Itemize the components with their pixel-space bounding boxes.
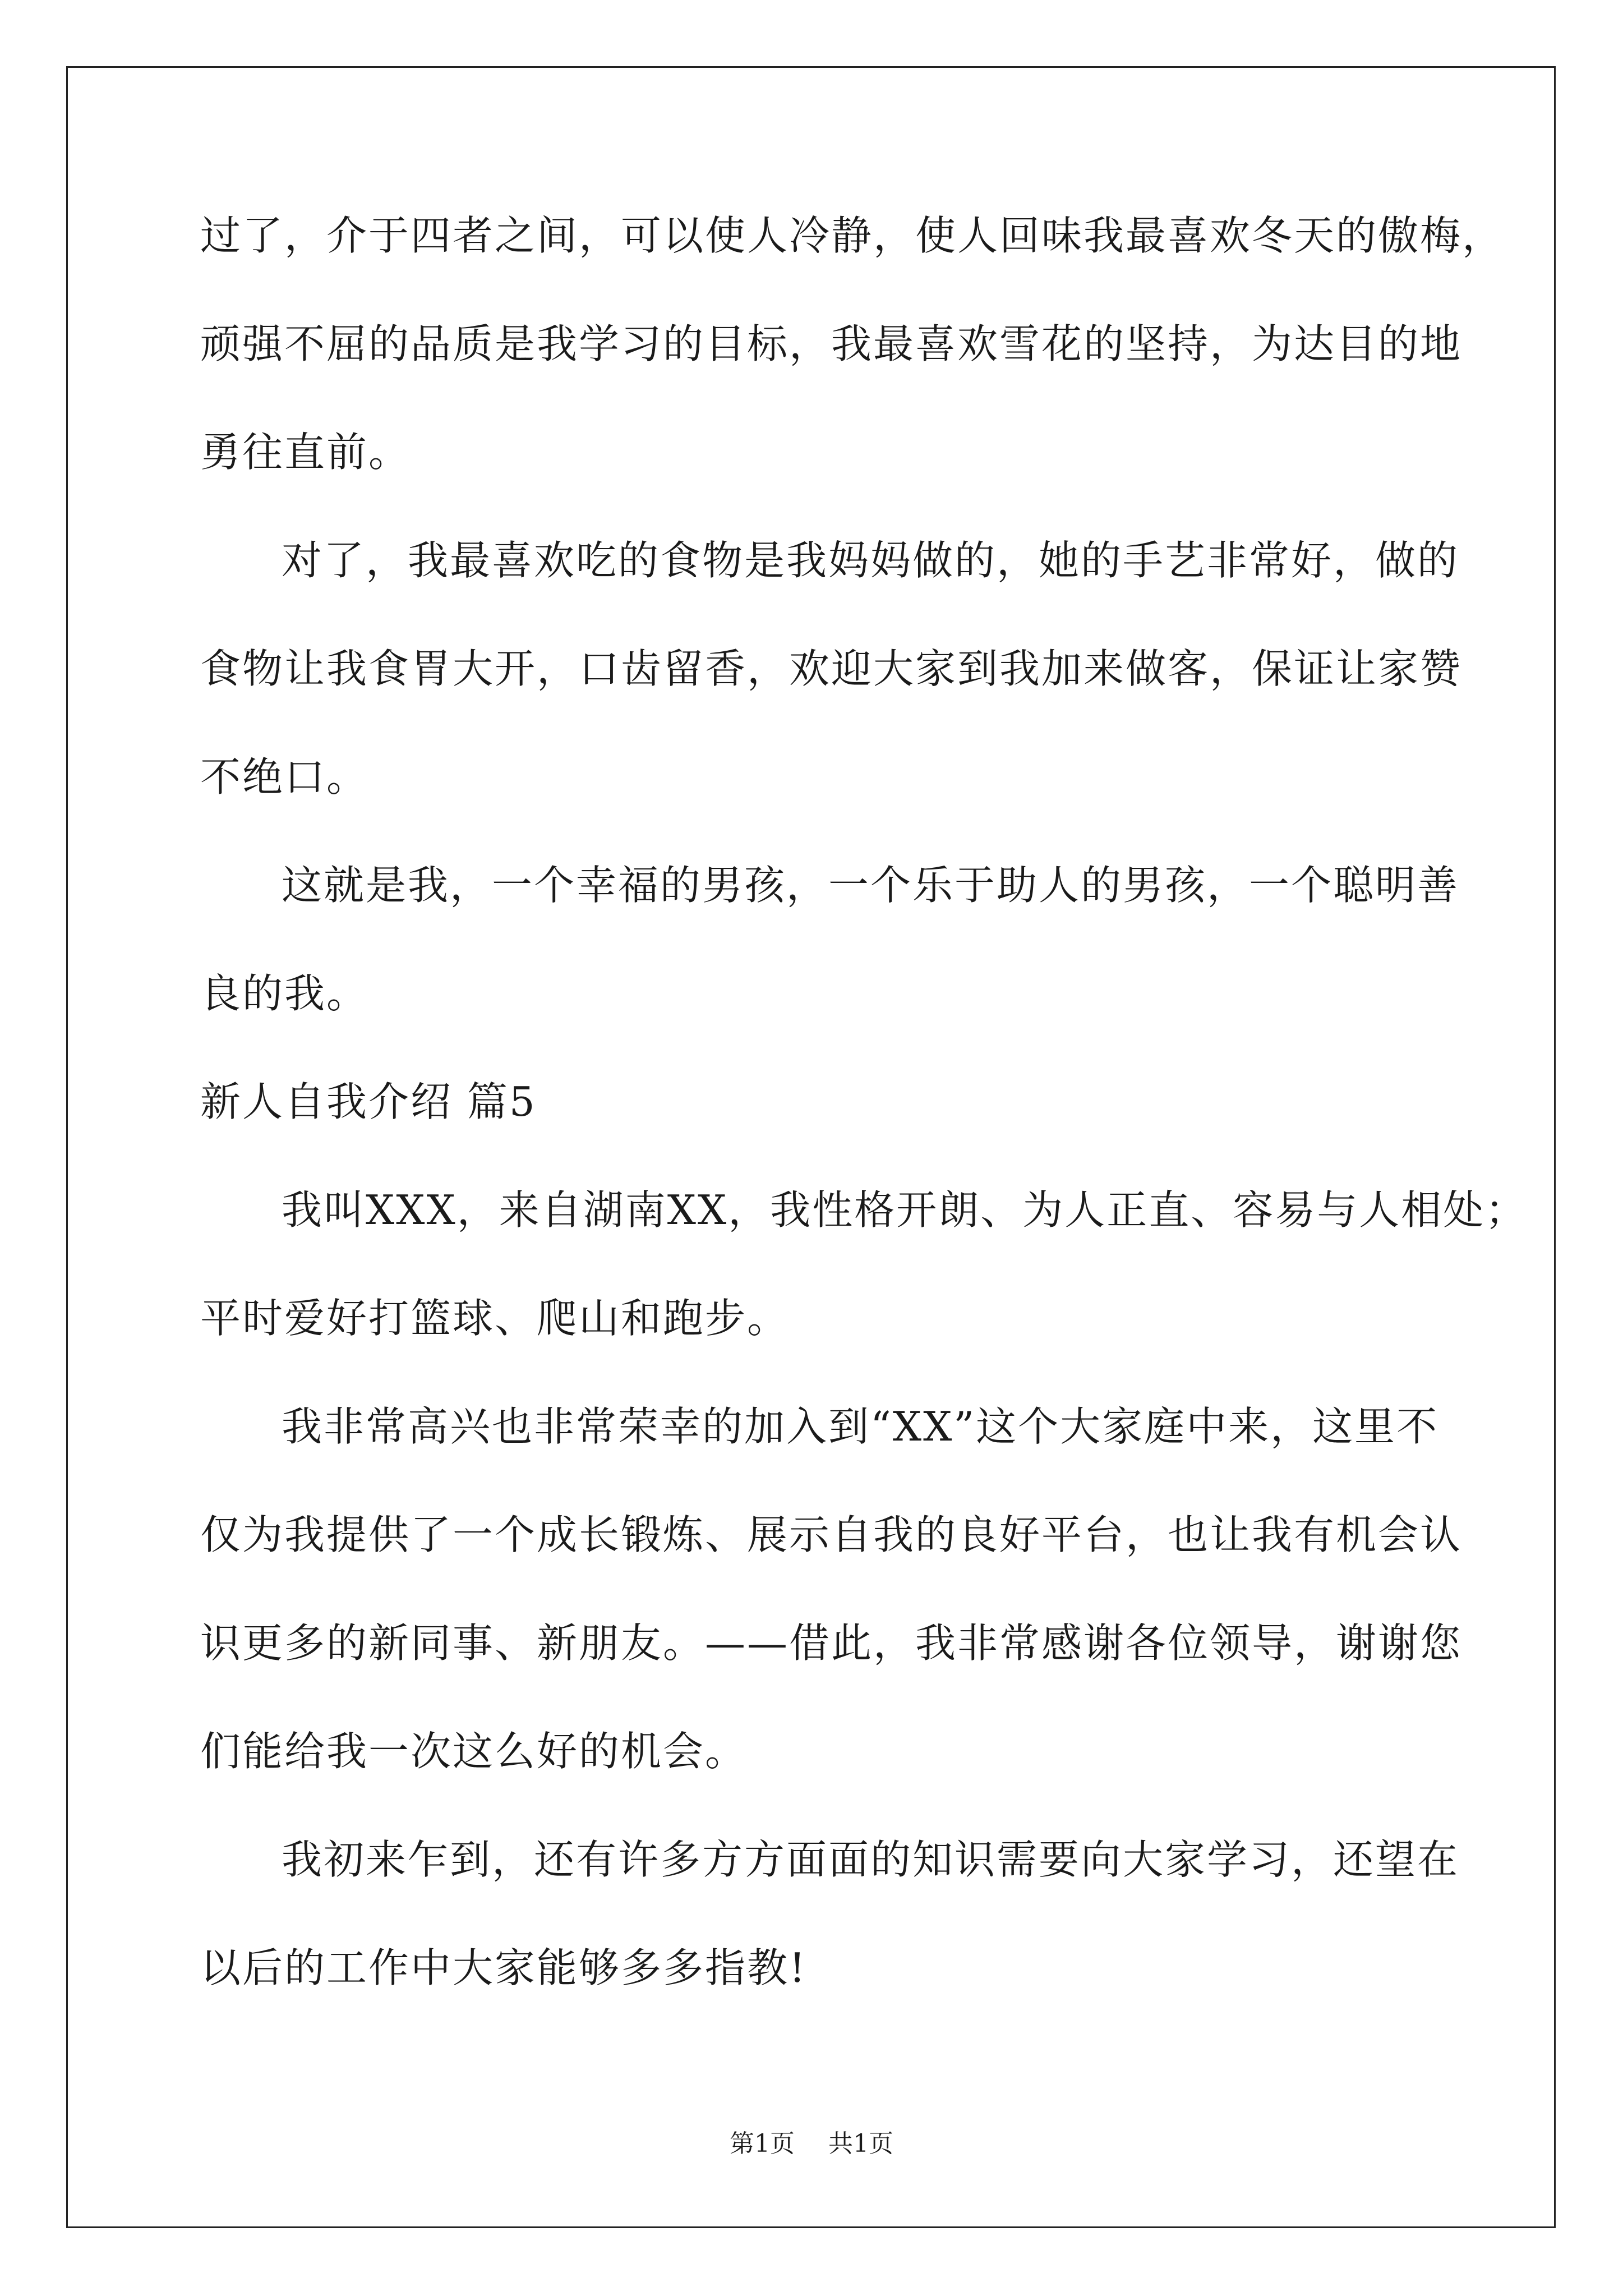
section-heading: 新人自我介绍 篇5	[200, 1078, 537, 1125]
document-body	[200, 208, 1528, 2048]
text-line: 识更多的新同事、新朋友。——借此，我非常感谢各位领导，谢谢您	[200, 1619, 1463, 1667]
paragraph-start: 我初来乍到，还有许多方方面面的知识需要向大家学习，还望在	[282, 1836, 1460, 1883]
paragraph-start: 我叫XXX，来自湖南XX，我性格开朗、为人正直、容易与人相处；	[282, 1186, 1528, 1234]
text-line: 顽强不屈的品质是我学习的目标，我最喜欢雪花的坚持，为达目的地	[200, 320, 1463, 367]
paragraph-start: 我非常高兴也非常荣幸的加入到“XX”这个大家庭中来，这里不	[282, 1403, 1439, 1450]
text-line: 过了，介于四者之间，可以使人冷静，使人回味我最喜欢冬天的傲梅，	[200, 212, 1505, 259]
paragraph-start: 对了，我最喜欢吃的食物是我妈妈做的，她的手艺非常好，做的	[282, 537, 1460, 584]
text-line: 平时爱好打篮球、爬山和跑步。	[200, 1295, 790, 1342]
text-line: 食物让我食胃大开，口齿留香，欢迎大家到我加来做客，保证让家赞	[200, 645, 1463, 692]
text-line: 勇往直前。	[200, 429, 411, 476]
page-number: 第1页	[730, 2129, 795, 2158]
page-footer	[0, 2127, 1623, 2161]
page-total: 共1页	[828, 2129, 893, 2158]
text-line: 仅为我提供了一个成长锻炼、展示自我的良好平台，也让我有机会认	[200, 1511, 1463, 1558]
text-line: 良的我。	[200, 970, 369, 1017]
text-line: 不绝口。	[200, 753, 369, 800]
paragraph-start: 这就是我，一个幸福的男孩，一个乐于助人的男孩，一个聪明善	[282, 862, 1460, 909]
text-line: 以后的工作中大家能够多多指教!	[200, 1944, 807, 1991]
text-line: 们能给我一次这么好的机会。	[200, 1728, 748, 1775]
